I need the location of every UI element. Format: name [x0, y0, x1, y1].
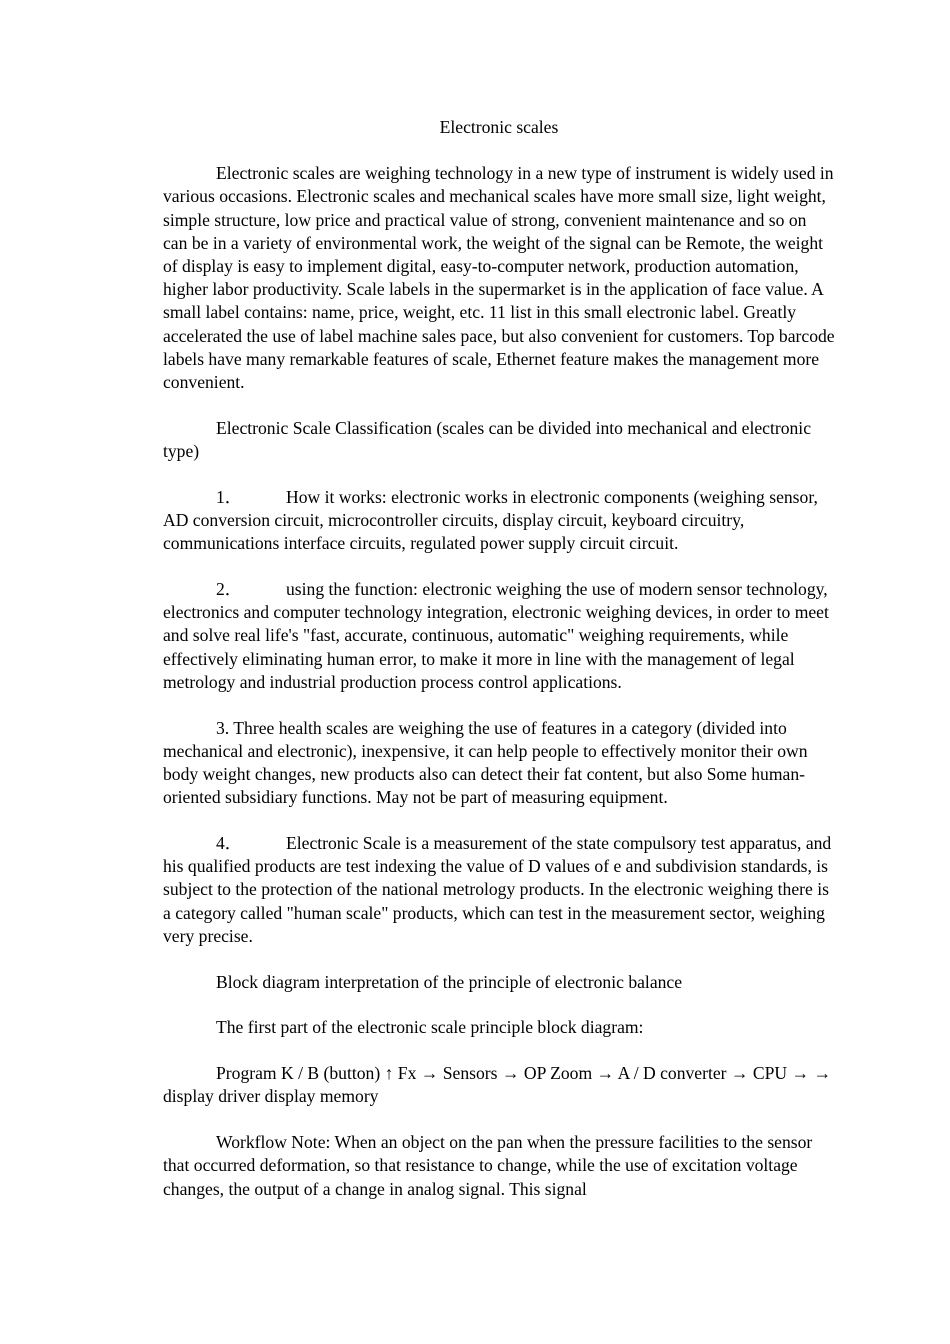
first-part-paragraph: The first part of the electronic scale principle block diagram:: [216, 1017, 644, 1038]
block-diagram-heading: Block diagram interpretation of the principle of electronic balance: [216, 971, 683, 992]
list-item-2: [163, 578, 835, 694]
workflow-note-paragraph: Workflow Note: When an object on the pan when the pressure facilities to the sensor that occurred deformation, so that resistance to change, while the use of excitation voltage changes, the output of a change in analog signal. This signal: [163, 1132, 813, 1199]
intro-paragraph: Electronic scales are weighing technology in a new type of instrument is widely used in various occasions. Electronic scales and mechanical scales have more small size, light weight, simple structure, low price and practical value of strong, convenient maintenance and so on can be in a variety of environmental work, the weight of the signal can be Remote, the weight of display is easy to implement digital, easy-to-computer network, production automation, higher labor productivity. Scale labels in the supermarket is in the application of face value. A small label contains: name, price, weight, etc. 11 list in this small electronic label. Greatly accelerated the use of label machine sales pace, but also convenient for customers. Top barcode labels have many remarkable features of scale, Ethernet feature makes the management more convenient.: [163, 163, 835, 393]
list-item-number: 3.: [216, 717, 230, 738]
list-item-1: [163, 486, 835, 556]
program-flow-paragraph: Program K / B (button) ↑ Fx → Sensors → OP Zoom → A / D converter → CPU → → display driver display memory: [163, 1063, 832, 1107]
list-item-number: 4．: [216, 833, 243, 854]
list-item-4: [163, 832, 835, 948]
list-item-3: [163, 717, 835, 810]
document-title: Electronic scales: [439, 117, 559, 137]
list-item-number: 2．: [216, 579, 243, 600]
list-item-text: Electronic Scale is a measurement of the state compulsory test apparatus, and his qualified products are test indexing the value of D values of e and subdivision standards, is subject to the protection of the national metrology products. In the electronic weighing there is a category called "human scale" products, which can test in the measurement sector, weighing very precise.: [163, 833, 832, 946]
list-item-text: using the function: electronic weighing the use of modern sensor technology, electronics and computer technology integration, electronic weighing devices, in order to meet and solve real life's "fast, accurate, continuous, automatic" weighing requirements, while effectively eliminating human error, to make it more in line with the management of legal metrology and industrial production process control applications.: [163, 579, 829, 692]
list-item-number: 1．: [216, 486, 243, 507]
document-page: [163, 116, 835, 1223]
list-item-text: Three health scales are weighing the use of features in a category (divided into mechanical and electronic), inexpensive, it can help people to effectively monitor their own body weight changes, new products also can detect their fat content, but also Some human-oriented subsidiary functions. May not be part of measuring equipment.: [163, 717, 808, 808]
classification-paragraph: Electronic Scale Classification (scales can be divided into mechanical and electronic type): [163, 417, 812, 462]
list-item-text: How it works: electronic works in electronic components (weighing sensor, AD conversion circuit, microcontroller circuits, display circuit, keyboard circuitry, communications interface circuits, regulated power supply circuit circuit.: [163, 486, 818, 554]
